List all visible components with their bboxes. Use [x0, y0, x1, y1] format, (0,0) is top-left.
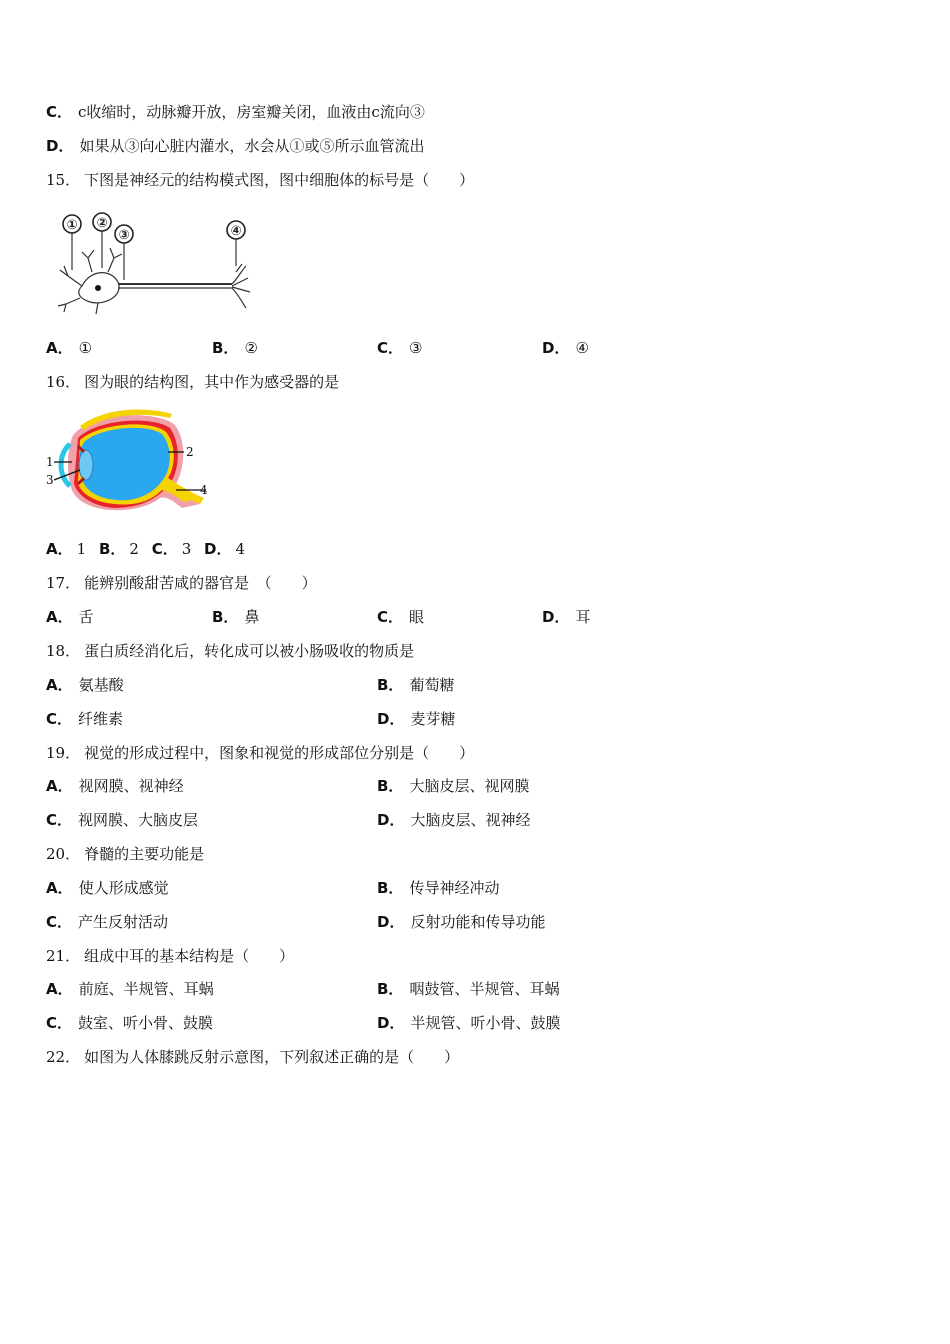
- option-label: B．: [377, 777, 404, 795]
- option-label: A．: [46, 339, 73, 357]
- q18-option-a: [46, 675, 124, 695]
- option-label: A．: [46, 879, 73, 897]
- q20-option-b: [377, 878, 499, 898]
- q16-options: [46, 539, 253, 559]
- q16-option-a: [46, 540, 90, 558]
- question-number: 18．: [46, 642, 81, 660]
- q19-option-a: [46, 776, 184, 796]
- q18-option-d: [377, 709, 455, 729]
- option-text: ②: [244, 339, 258, 357]
- neuron-label-1: ①: [66, 218, 78, 233]
- question-number: 21．: [46, 947, 81, 965]
- q17-option-c: [377, 607, 424, 627]
- option-label: B．: [98, 540, 126, 558]
- eye-diagram: [44, 404, 214, 522]
- option-label: D．: [377, 710, 405, 728]
- option-label: A．: [46, 608, 73, 626]
- option-label: A．: [46, 676, 73, 694]
- option-label: D．: [542, 339, 570, 357]
- question-text: 如图为人体膝跳反射示意图，下列叙述正确的是（ ）: [84, 1048, 460, 1066]
- option-label: A．: [46, 540, 73, 558]
- q18-option-b: [377, 675, 454, 695]
- eye-label-4: 4: [200, 483, 208, 497]
- q21-option-a: [46, 979, 214, 999]
- option-label: D．: [46, 137, 74, 155]
- q20-option-a: [46, 878, 169, 898]
- option-label: C．: [151, 540, 178, 558]
- neuron-label-3: ③: [118, 228, 130, 243]
- option-label: B．: [377, 676, 404, 694]
- q14-option-d: [46, 136, 424, 156]
- q15-option-a: [46, 338, 92, 358]
- option-label: C．: [46, 1014, 73, 1032]
- option-text: 半规管、听小骨、鼓膜: [410, 1014, 561, 1032]
- option-label: C．: [46, 103, 73, 121]
- option-text: ①: [78, 339, 93, 357]
- eye-label-1: 1: [46, 455, 54, 469]
- question-21-stem: [46, 946, 294, 966]
- question-20-stem: [46, 844, 204, 864]
- q16-option-c: [152, 540, 196, 558]
- option-text: 视网膜、大脑皮层: [78, 811, 199, 829]
- option-text: 视网膜、视神经: [78, 777, 184, 795]
- q21-option-b: [377, 979, 559, 999]
- question-number: 16．: [46, 373, 81, 391]
- q21-option-d: [377, 1013, 560, 1033]
- option-label: B．: [212, 608, 239, 626]
- option-text: c收缩时，动脉瓣开放，房室瓣关闭，血液由c流向③: [78, 103, 425, 121]
- q20-option-d: [377, 912, 545, 932]
- question-number: 22．: [46, 1048, 81, 1066]
- eye-label-3: 3: [46, 473, 54, 487]
- option-text: 前庭、半规管、耳蜗: [78, 980, 214, 998]
- neuron-diagram: [52, 208, 262, 320]
- option-text: ④: [575, 339, 589, 357]
- q17-option-d: [542, 607, 590, 627]
- neuron-label-4: ④: [230, 224, 242, 239]
- option-text: 1: [76, 540, 87, 558]
- question-text: 能辨别酸甜苦咸的器官是 （ ）: [84, 574, 317, 592]
- question-18-stem: [46, 641, 414, 661]
- question-22-stem: [46, 1047, 459, 1067]
- option-text: ③: [409, 339, 423, 357]
- option-label: C．: [46, 913, 73, 931]
- q20-option-c: [46, 912, 168, 932]
- option-text: 大脑皮层、视网膜: [409, 777, 530, 795]
- option-label: D．: [542, 608, 570, 626]
- question-16-stem: [46, 372, 339, 392]
- eye-label-2: 2: [186, 445, 194, 459]
- option-text: 咽鼓管、半规管、耳蜗: [409, 980, 560, 998]
- option-label: A．: [46, 980, 73, 998]
- option-text: 2: [129, 540, 139, 558]
- question-text: 下图是神经元的结构模式图，图中细胞体的标号是（ ）: [84, 171, 475, 189]
- neuron-label-2: ②: [96, 216, 108, 231]
- option-label: D．: [377, 1014, 405, 1032]
- q16-option-b: [99, 540, 143, 558]
- option-text: 纤维素: [78, 710, 124, 728]
- option-text: 4: [235, 540, 246, 558]
- q14-option-c: [46, 102, 425, 122]
- option-text: 鼓室、听小骨、鼓膜: [78, 1014, 214, 1032]
- q17-option-b: [212, 607, 259, 627]
- option-label: C．: [46, 710, 73, 728]
- question-number: 17．: [46, 574, 81, 592]
- option-text: 反射功能和传导功能: [410, 913, 546, 931]
- q21-option-c: [46, 1013, 213, 1033]
- q16-option-d: [204, 540, 249, 558]
- q18-option-c: [46, 709, 123, 729]
- option-text: 舌: [78, 608, 94, 626]
- option-label: B．: [212, 339, 239, 357]
- option-text: 麦芽糖: [410, 710, 456, 728]
- question-text: 组成中耳的基本结构是（ ）: [84, 947, 295, 965]
- option-label: C．: [377, 339, 404, 357]
- option-text: 眼: [409, 608, 425, 626]
- option-label: A．: [46, 777, 73, 795]
- option-text: 鼻: [244, 608, 260, 626]
- option-label: D．: [377, 913, 405, 931]
- question-number: 19．: [46, 744, 81, 762]
- question-17-stem: [46, 573, 317, 593]
- option-label: C．: [377, 608, 404, 626]
- option-text: 耳: [575, 608, 591, 626]
- question-number: 20．: [46, 845, 81, 863]
- q19-option-b: [377, 776, 529, 796]
- question-number: 15．: [46, 171, 81, 189]
- q15-option-c: [377, 338, 422, 358]
- option-text: 如果从③向心脏内灌水，水会从①或⑤所示血管流出: [79, 137, 425, 155]
- option-text: 产生反射活动: [78, 913, 169, 931]
- option-text: 大脑皮层、视神经: [410, 811, 531, 829]
- option-text: 氨基酸: [78, 676, 124, 694]
- option-label: D．: [377, 811, 405, 829]
- question-text: 视觉的形成过程中，图象和视觉的形成部位分别是（ ）: [84, 744, 475, 762]
- q19-option-d: [377, 810, 530, 830]
- option-text: 使人形成感觉: [78, 879, 169, 897]
- question-text: 脊髓的主要功能是: [84, 845, 205, 863]
- option-text: 3: [181, 540, 192, 558]
- option-label: C．: [46, 811, 73, 829]
- q15-option-d: [542, 338, 589, 358]
- q19-option-c: [46, 810, 198, 830]
- option-text: 传导神经冲动: [409, 879, 500, 897]
- question-text: 蛋白质经消化后，转化成可以被小肠吸收的物质是: [84, 642, 415, 660]
- option-label: B．: [377, 980, 404, 998]
- question-19-stem: [46, 743, 474, 763]
- question-text: 图为眼的结构图，其中作为感受器的是: [84, 373, 340, 391]
- q15-option-b: [212, 338, 258, 358]
- option-label: B．: [377, 879, 404, 897]
- option-text: 葡萄糖: [409, 676, 455, 694]
- option-label: D．: [204, 540, 232, 558]
- question-15-stem: [46, 170, 474, 190]
- q17-option-a: [46, 607, 94, 627]
